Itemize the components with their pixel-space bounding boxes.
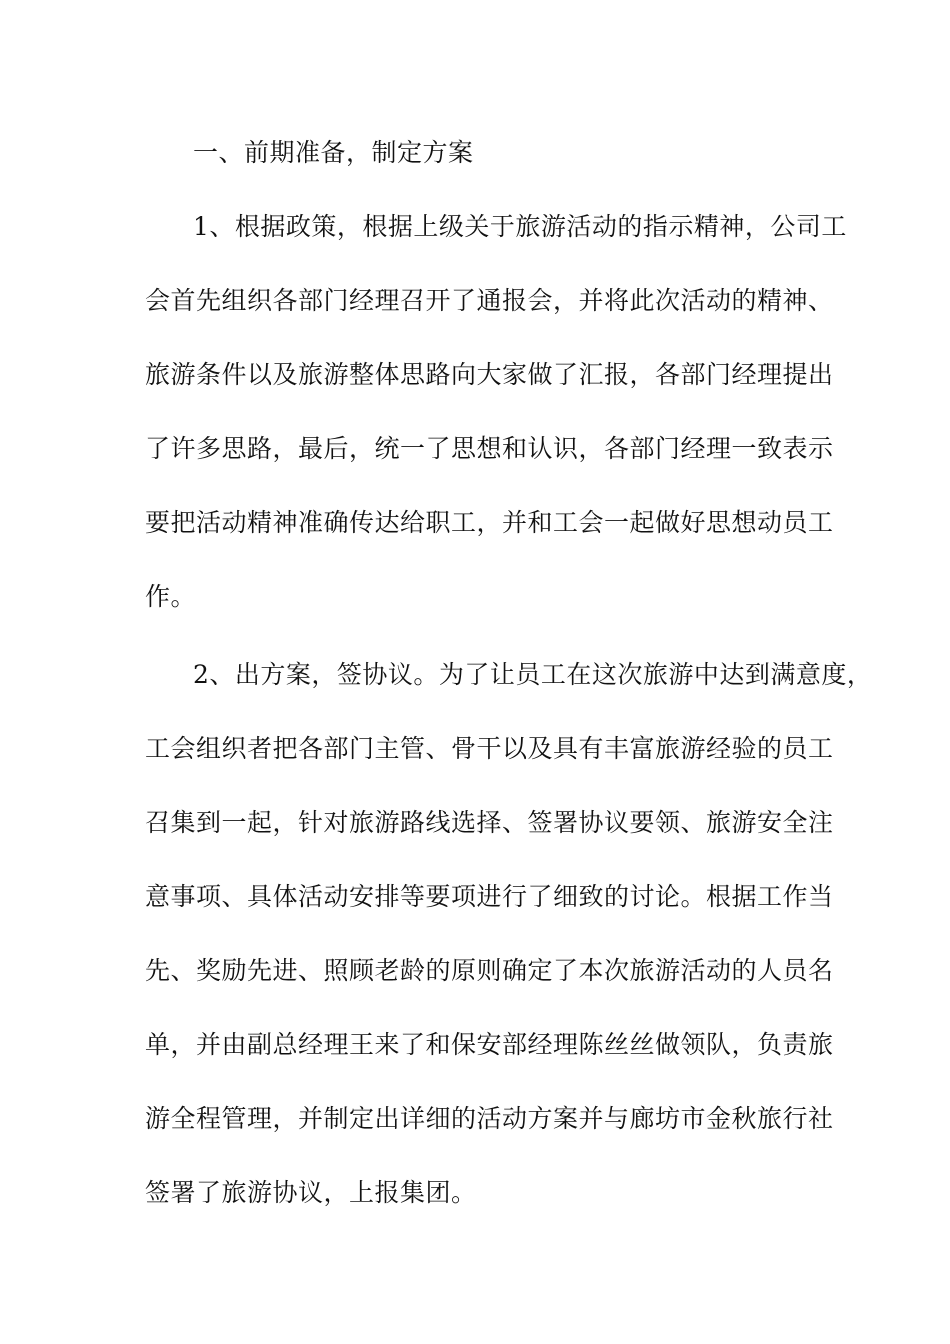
paragraph-2-line-2: 工会组织者把各部门主管、骨干以及具有丰富旅游经验的员工 xyxy=(145,734,834,763)
paragraph-2-line-5: 先、奖励先进、照顾老龄的原则确定了本次旅游活动的人员名 xyxy=(145,956,834,985)
paragraph-1-line-5: 要把活动精神准确传达给职工，并和工会一起做好思想动员工 xyxy=(145,508,834,537)
paragraph-1-line-6: 作。 xyxy=(145,582,197,611)
paragraph-2-line-3: 召集到一起，针对旅游路线选择、签署协议要领、旅游安全注 xyxy=(145,808,834,837)
paragraph-2-line-8: 签署了旅游协议，上报集团。 xyxy=(145,1178,477,1207)
paragraph-1-line-4: 了许多思路，最后，统一了思想和认识，各部门经理一致表示 xyxy=(145,434,834,463)
paragraph-2-line-4: 意事项、具体活动安排等要项进行了细致的讨论。根据工作当 xyxy=(145,882,834,911)
paragraph-1-line-2: 会首先组织各部门经理召开了通报会，并将此次活动的精神、 xyxy=(145,286,834,315)
paragraph-2-line-7: 游全程管理，并制定出详细的活动方案并与廊坊市金秋旅行社 xyxy=(145,1104,834,1133)
paragraph-1-line-1: 1、根据政策，根据上级关于旅游活动的指示精神，公司工 xyxy=(193,212,847,241)
paragraph-2-line-6: 单，并由副总经理王来了和保安部经理陈丝丝做领队，负责旅 xyxy=(145,1030,834,1059)
section-heading: 一、前期准备，制定方案 xyxy=(193,138,474,167)
paragraph-2-line-1: 2、出方案，签协议。为了让员工在这次旅游中达到满意度， xyxy=(193,660,873,689)
paragraph-1-line-3: 旅游条件以及旅游整体思路向大家做了汇报，各部门经理提出 xyxy=(145,360,834,389)
